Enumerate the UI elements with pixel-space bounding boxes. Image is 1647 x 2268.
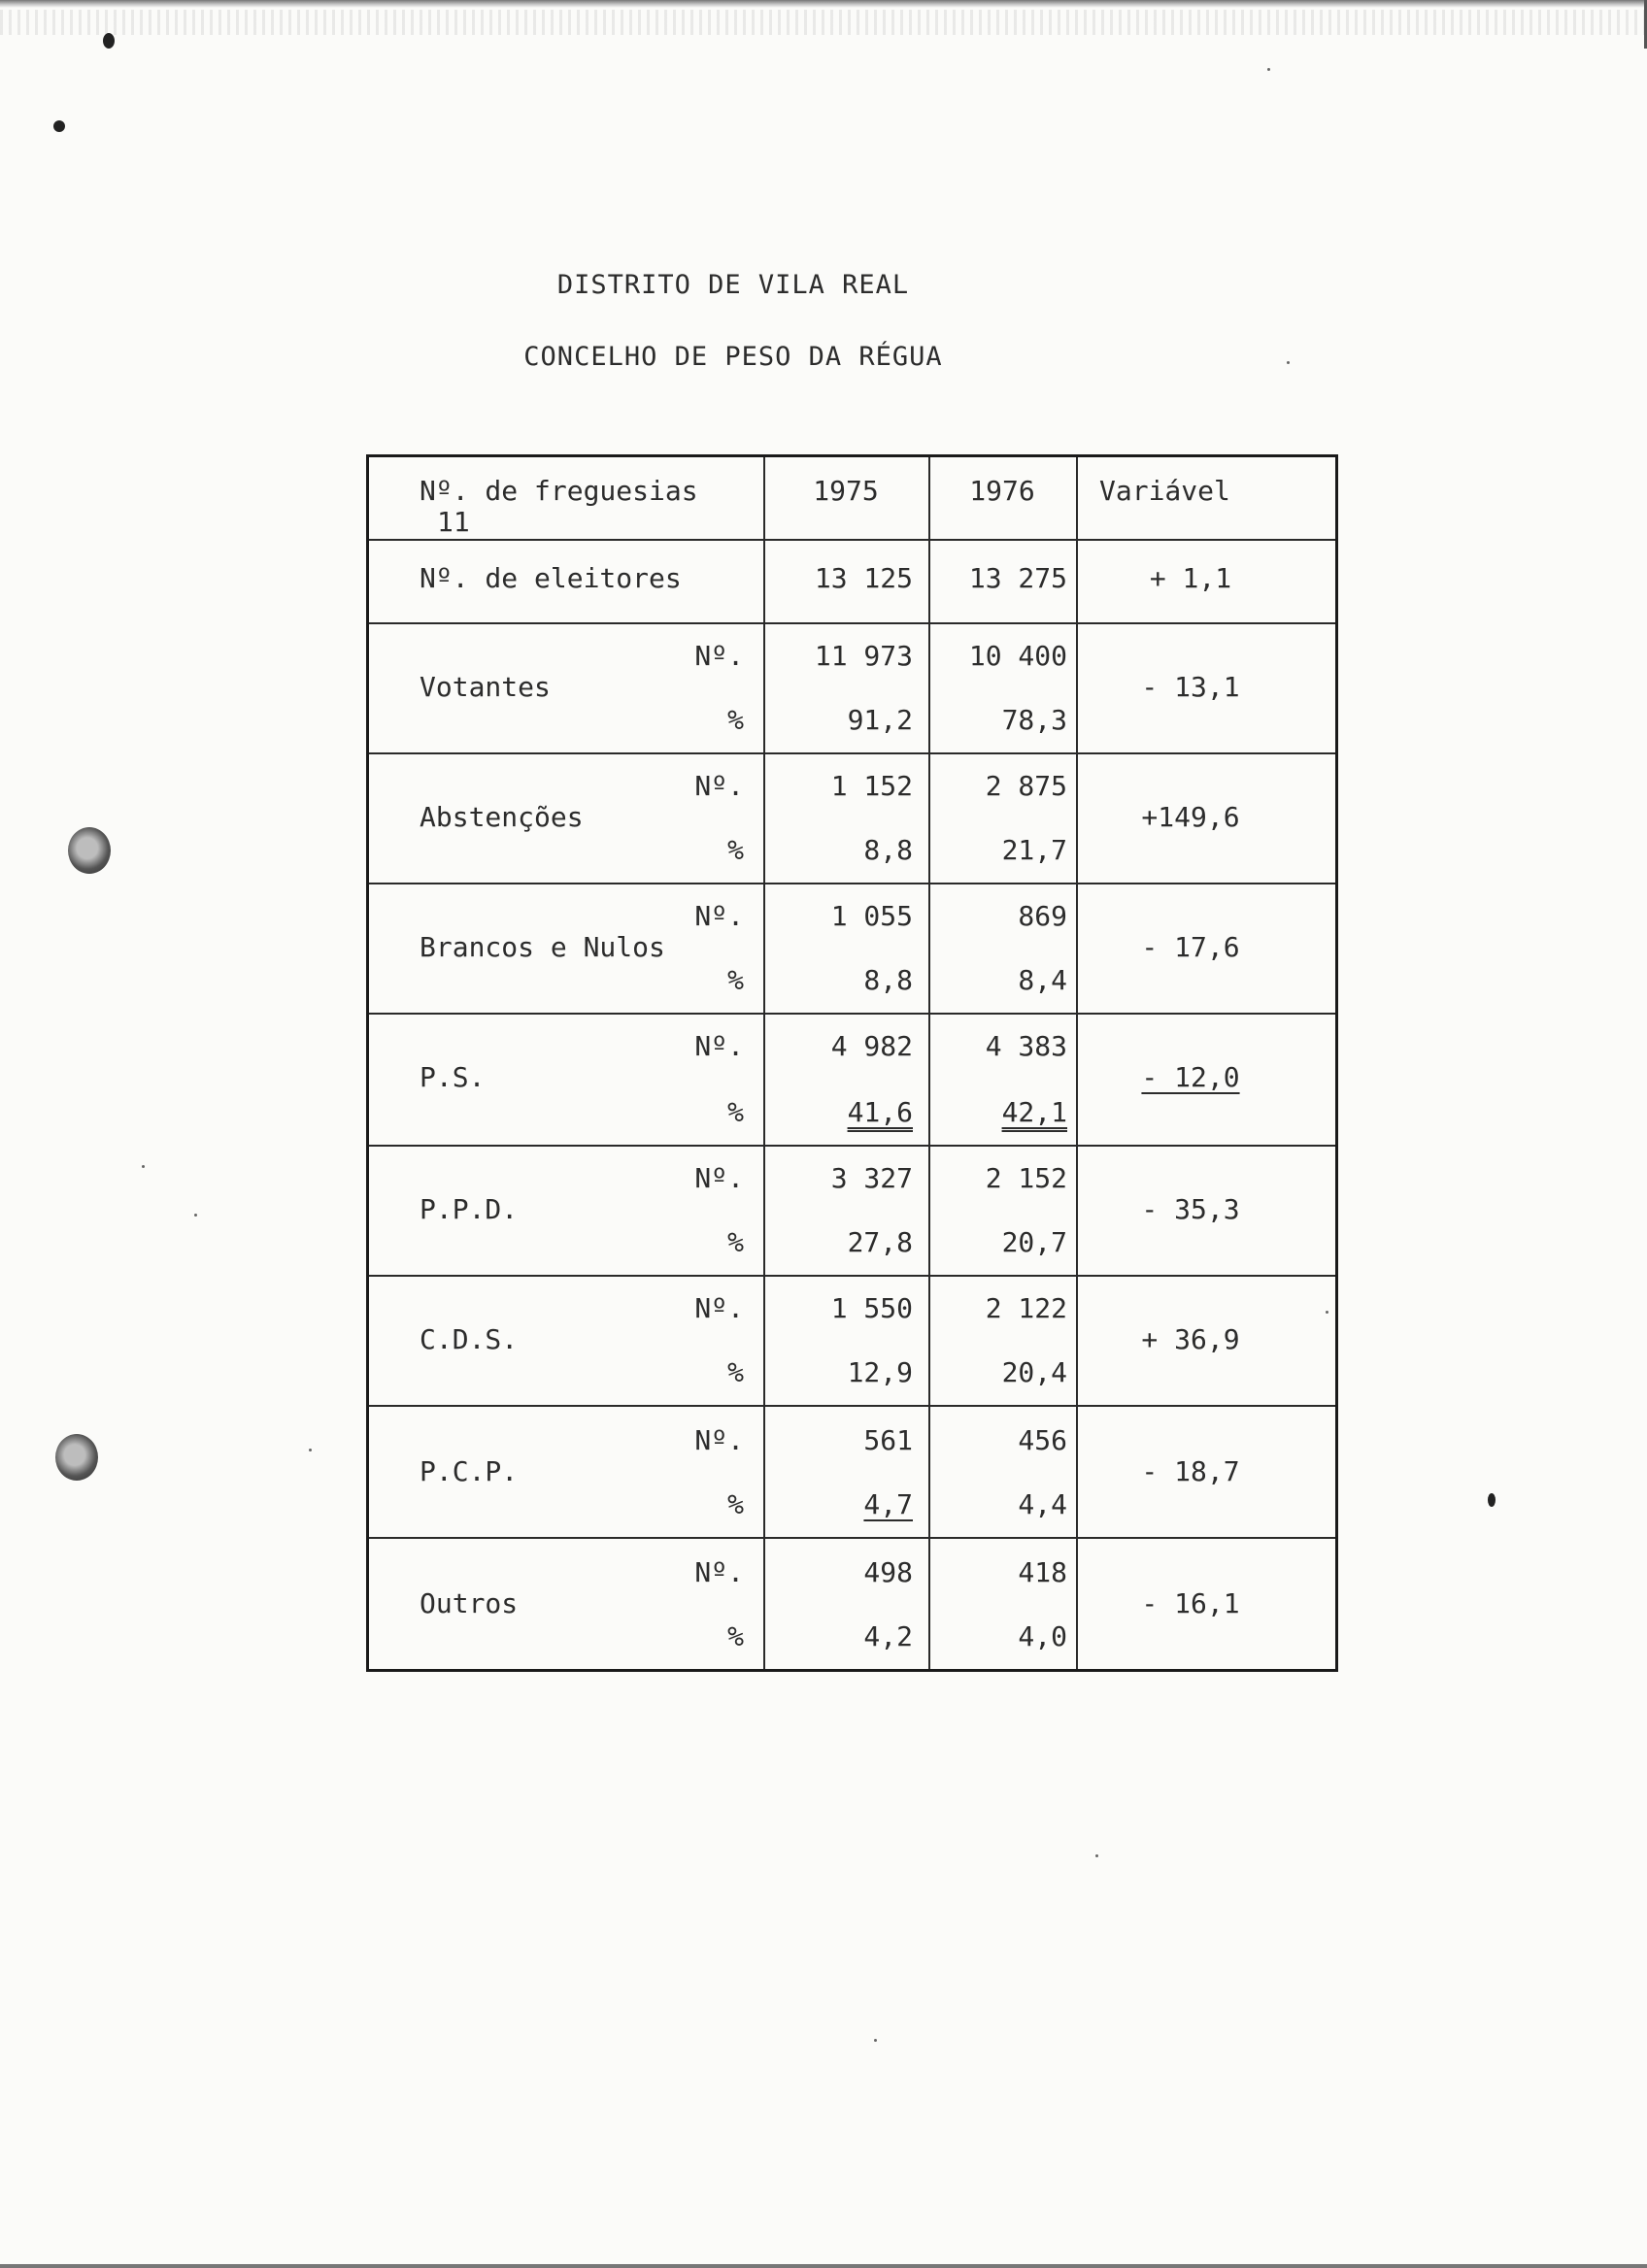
- number-1976: 2 122: [985, 1292, 1067, 1324]
- speck: [194, 1214, 197, 1217]
- scan-top-edge: [0, 0, 1647, 8]
- percent-1976: 4,0: [1018, 1620, 1067, 1652]
- value-variation: - 13,1: [1141, 671, 1240, 703]
- unit-percent: %: [727, 1096, 744, 1128]
- value-variation: - 12,0: [1141, 1061, 1240, 1093]
- percent-1975: 41,6: [847, 1096, 913, 1128]
- document-title: DISTRITO DE VILA REAL: [556, 270, 910, 300]
- percent-1976: 78,3: [1001, 704, 1067, 736]
- scan-bleed-through: [0, 10, 1647, 35]
- unit-percent: %: [727, 1488, 744, 1520]
- percent-1975: 4,7: [863, 1488, 913, 1520]
- number-1976: 456: [1018, 1424, 1067, 1456]
- header-parishes-count: 11: [437, 506, 470, 538]
- value-variation: - 18,7: [1141, 1455, 1240, 1487]
- number-1975: 11 973: [814, 640, 913, 672]
- row-label: Abstenções: [420, 801, 584, 833]
- unit-percent: %: [727, 834, 744, 866]
- row-label: Brancos e Nulos: [420, 931, 665, 963]
- number-1976: 10 400: [968, 640, 1067, 672]
- header-parishes-label: Nº. de freguesias: [420, 475, 698, 507]
- unit-number: Nº.: [694, 1030, 744, 1062]
- percent-1976: 21,7: [1001, 834, 1067, 866]
- row-divider: [369, 1275, 1335, 1277]
- unit-number: Nº.: [694, 1556, 744, 1588]
- unit-percent: %: [727, 1226, 744, 1258]
- value-variation: - 35,3: [1141, 1193, 1240, 1225]
- number-1976: 2 152: [985, 1162, 1067, 1194]
- value-variation: + 36,9: [1141, 1323, 1240, 1355]
- speck: [1095, 1854, 1098, 1857]
- unit-number: Nº.: [694, 770, 744, 802]
- number-1975: 4 982: [830, 1030, 913, 1062]
- speck: [309, 1449, 312, 1451]
- number-1975: 1 550: [830, 1292, 913, 1324]
- number-1975: 3 327: [830, 1162, 913, 1194]
- row-label: Outros: [420, 1587, 519, 1619]
- scan-bottom-edge: [0, 2264, 1647, 2268]
- unit-number: Nº.: [694, 1292, 744, 1324]
- ink-mark: [103, 33, 115, 49]
- value-1976: 13 275: [968, 562, 1067, 594]
- row-divider: [369, 1537, 1335, 1539]
- value-variation: - 17,6: [1141, 931, 1240, 963]
- value-variation: + 1,1: [1149, 562, 1232, 594]
- percent-1975: 8,8: [863, 964, 913, 996]
- percent-1976: 8,4: [1018, 964, 1067, 996]
- number-1975: 1 152: [830, 770, 913, 802]
- header-1975: 1975: [813, 475, 879, 507]
- value-1975: 13 125: [814, 562, 913, 594]
- speck: [874, 2039, 877, 2042]
- row-divider: [369, 752, 1335, 754]
- column-divider: [1076, 457, 1078, 1669]
- row-divider: [369, 622, 1335, 624]
- row-label: C.D.S.: [420, 1323, 519, 1355]
- row-divider: [369, 883, 1335, 884]
- row-divider: [369, 1013, 1335, 1015]
- percent-1975: 91,2: [847, 704, 913, 736]
- row-divider: [369, 539, 1335, 541]
- unit-percent: %: [727, 704, 744, 736]
- row-divider: [369, 1145, 1335, 1147]
- percent-1975: 27,8: [847, 1226, 913, 1258]
- percent-1976: 20,4: [1001, 1356, 1067, 1388]
- row-label: P.P.D.: [420, 1193, 519, 1225]
- percent-1975: 8,8: [863, 834, 913, 866]
- ink-mark: [53, 120, 65, 132]
- number-1975: 498: [863, 1556, 913, 1588]
- percent-1976: 42,1: [1001, 1096, 1067, 1128]
- row-divider: [369, 1405, 1335, 1407]
- row-label: Votantes: [420, 671, 551, 703]
- row-label: P.C.P.: [420, 1455, 519, 1487]
- number-1975: 1 055: [830, 900, 913, 932]
- speck: [142, 1165, 145, 1168]
- unit-percent: %: [727, 1356, 744, 1388]
- unit-number: Nº.: [694, 1162, 744, 1194]
- unit-number: Nº.: [694, 1424, 744, 1456]
- value-variation: - 16,1: [1141, 1587, 1240, 1619]
- speck: [1267, 68, 1270, 71]
- number-1976: 2 875: [985, 770, 1067, 802]
- row-label: P.S.: [420, 1061, 486, 1093]
- value-variation: +149,6: [1141, 801, 1240, 833]
- percent-1976: 4,4: [1018, 1488, 1067, 1520]
- unit-percent: %: [727, 1620, 744, 1652]
- unit-number: Nº.: [694, 900, 744, 932]
- unit-percent: %: [727, 964, 744, 996]
- number-1976: 4 383: [985, 1030, 1067, 1062]
- row-label: Nº. de eleitores: [420, 562, 682, 594]
- percent-1975: 4,2: [863, 1620, 913, 1652]
- unit-number: Nº.: [694, 640, 744, 672]
- punch-hole: [68, 827, 111, 874]
- number-1975: 561: [863, 1424, 913, 1456]
- header-variavel: Variável: [1099, 475, 1230, 507]
- number-1976: 418: [1018, 1556, 1067, 1588]
- number-1976: 869: [1018, 900, 1067, 932]
- punch-hole: [55, 1434, 98, 1481]
- results-table: [366, 454, 1338, 1672]
- percent-1976: 20,7: [1001, 1226, 1067, 1258]
- header-1976: 1976: [969, 475, 1035, 507]
- ink-mark: [1488, 1493, 1496, 1507]
- percent-1975: 12,9: [847, 1356, 913, 1388]
- document-subtitle: CONCELHO DE PESO DA RÉGUA: [523, 342, 943, 372]
